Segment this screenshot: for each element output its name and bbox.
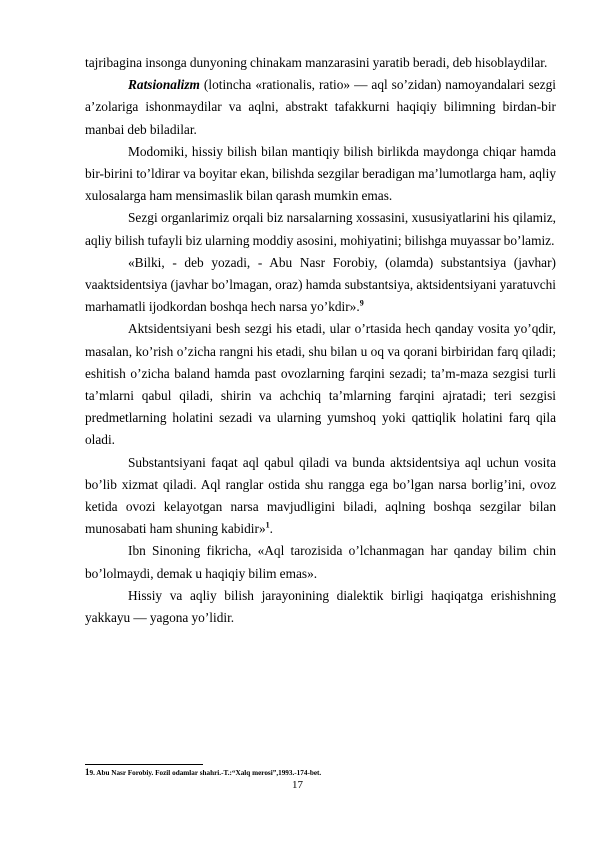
paragraph-2: Modomiki, hissiy bilish bilan mantiqiy bilish birlikda maydonga chiqar hamda bir-birini to’ldirar va boyitar ekan, bilishda sezgilar beradigan ma’lumotlarga ham, aqliy xulosalarga ham mensimaslik bilan qarash mumkin emas.: [85, 143, 556, 204]
page-body: [85, 52, 556, 629]
paragraph-5: Aktsidentsiyani besh sezgi his etadi, ular o’rtasida hech qanday vosita yo’qdir, masalan, ko’rish o’zicha rangni his etadi, shu bilan u oq va qorani birbiridan farq qiladi; eshitish o’zicha baland hamda past ovozlarning farqini sezadi; ta’m-maza sezgisi turli ta’mlarni qabul qiladi, shirin va achchiq ta’mlarning farqini ajratadi; teri sezgisi predmetlarning holatini sezadi va ularning yumshoq yoki qattiqlik holatini farq qila oladi.: [85, 321, 556, 448]
term-ratsionalizm: Ratsionalizm: [128, 77, 200, 93]
paragraph-4: [85, 252, 556, 319]
paragraph-8: Hissiy va aqliy bilish jarayonining dialektik birligi haqiqatga erishishning yakkayu — yagona yo’lidir.: [85, 587, 556, 626]
paragraph-6-text: Substantsiyani faqat aql qabul qiladi va bunda aktsidentsiya aql uchun vosita bo’lib xizmat qiladi. Aql ranglar ostida shu rangga ega bo’lgan narsa borlig’ini, ovoz ketida ovozi kelayotgan narsa mavjudligini biladi, aqlning boshqa sezgilar bilan munosabati ham shuning kabidir»: [85, 454, 556, 537]
paragraph-4-text: «Bilki, - deb yozadi, - Abu Nasr Forobiy, (olamda) substantsiya (javhar) vaaktsidentsiya (javhar bo’lmagan, oraz) hamda substantsiya, aktsidentsiyani yaratuvchi marhamatli ijodkordan boshqa hech narsa yo’kdir».: [85, 254, 556, 315]
paragraph-6-tail: .: [269, 521, 273, 537]
paragraph-1: [85, 74, 556, 141]
paragraph-3: Sezgi organlarimiz orqali biz narsalarning xossasini, xususiyatlarini his qilamiz, aqliy bilish tufayli biz ularning moddiy asosini, mohiyatini; bilishga muyassar bo’lamiz.: [85, 210, 556, 248]
paragraph-7: Ibn Sinoning fikricha, «Aql tarozisida o’lchanmagan har qanday bilim chin bo’lolmaydi, demak u haqiqiy bilim emas».: [85, 543, 556, 581]
paragraph-0: tajribagina insonga dunyoning chinakam manzarasini yaratib beradi, deb hisoblaydilar.: [85, 55, 548, 70]
paragraph-1-text: (lotincha «rationalis, ratio» — aql so’zidan) namoyandalari sezgi a’zolariga ishonmaydilar va aqlni, abstrakt tafakkurni haqiqiy bilimning birdan-bir manbai deb biladilar.: [85, 77, 556, 137]
footnote-ref-1: 1: [265, 520, 270, 530]
footnote-divider: [85, 764, 203, 765]
page-number: 17: [292, 779, 303, 791]
paragraph-6: [85, 452, 556, 541]
footnote-number: 1: [85, 767, 90, 777]
footnote-ref-9: 9: [359, 298, 364, 308]
footnote-text: 9. Abu Nasr Forobiy. Fozil odamlar shahri.-T.:“Xalq merosi”,1993.-174-bet.: [89, 769, 322, 777]
footnote: [85, 767, 321, 778]
